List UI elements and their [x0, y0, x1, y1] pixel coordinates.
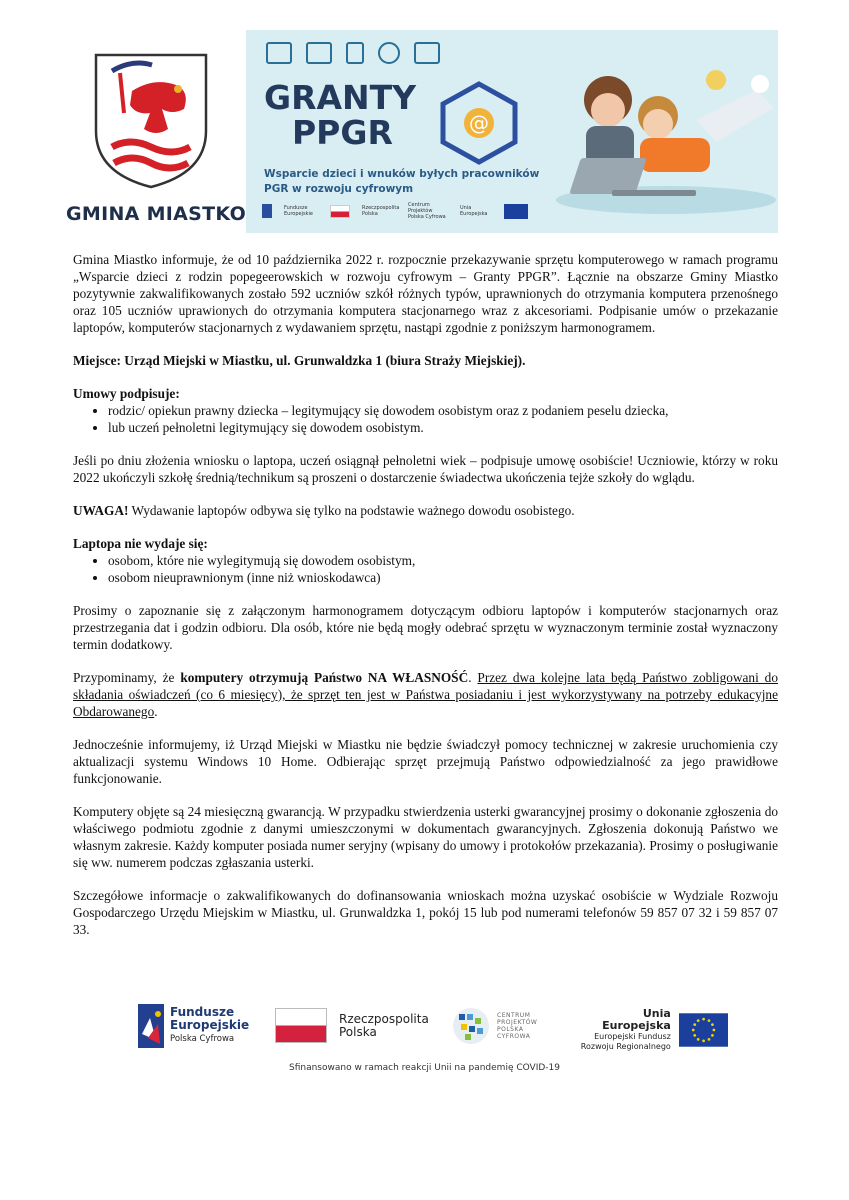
rzeczpospolita-polska-logo — [275, 1008, 429, 1043]
ownership-pre: Przypominamy, że — [73, 670, 181, 685]
banner-icon-row — [266, 42, 440, 64]
unia-europejska-logo — [572, 1008, 728, 1052]
contracts-heading: Umowy podpisuje: — [73, 386, 180, 401]
banner-title-line2: PPGR — [292, 113, 393, 152]
svg-text:@: @ — [469, 111, 489, 135]
ue-sub1: Europejski Fundusz — [594, 1032, 671, 1041]
place-paragraph — [73, 352, 778, 369]
ownership-underlined: Przez dwa kolejne lata będą Państwo zobligowani do składania oświadczeń (co 6 miesięcy), że sprzęt ten jest w Państwa posiadaniu i jest wykorzystywany na potrzeby edukacyjne Obdarowanego — [73, 670, 778, 719]
ownership-dot: . — [468, 670, 478, 685]
warning-paragraph — [73, 502, 778, 519]
banner-logo-strip — [262, 202, 528, 220]
fundusze-mini-logo — [262, 204, 272, 218]
at-sign-icon — [378, 42, 400, 64]
schedule-paragraph: Prosimy o zapoznanie się z załączonym harmonogramem dotyczącym odbioru laptopów i komputerów stacjonarnych oraz przestrzegania dat i godzin odbioru. Dla osób, które nie będą mogły odebrać sprzętu w wyznaczonym terminie został wyznaczony termin dodatkowy. — [73, 603, 778, 652]
ownership-bold: komputery otrzymują Państwo NA WŁASNOŚĆ — [180, 670, 469, 685]
rp-line2: Polska — [339, 1024, 377, 1039]
warning-text: Wydawanie laptopów odbywa się tylko na podstawie ważnego dowodu osobistego. — [128, 503, 575, 518]
footer-logo-strip — [138, 998, 728, 1058]
adult-paragraph: Jeśli po dniu złożenia wniosku o laptopa, uczeń osiągnął pełnoletni wiek – podpisuje umowę osobiście! Uczniowie, którzy w roku 2022 ukończyli szkołę średnią/technikum są proszeni o dostarczenie świadectwa ukończenia tejże szkoły do wglądu. — [73, 453, 778, 485]
list-item: • osobom nieuprawnionym (inne niż wnioskodawca) — [108, 569, 778, 586]
list-item: • osobom, które nie wylegitymują się dowodem osobistym, — [108, 552, 778, 569]
banner-subtitle — [264, 167, 539, 197]
pl-flag-mini-icon — [330, 205, 350, 218]
ownership-end: . — [154, 704, 158, 719]
announcement-body — [73, 251, 778, 954]
info-paragraph: Szczegółowe informacje o zakwalifikowanych do dofinansowania wnioskach można uzyskać osobiście w Wydziale Rozwoju Gospodarczego Urzędu Miejskim w Miastku, ul. Grunwaldzka 1, pokój 15 lub pod numerami telefonów 59 857 07 32 i 59 857 07 33. — [73, 888, 778, 937]
granty-ppgr-banner — [246, 30, 778, 233]
gmina-name: GMINA MIASTKO — [66, 203, 247, 225]
ue-sub2: Rozwoju Regionalnego — [580, 1042, 671, 1051]
eu-flag-icon — [679, 1013, 728, 1047]
tablet-icon — [346, 42, 364, 64]
not-issued-list — [73, 552, 778, 586]
funding-note: Sfinansowano w ramach reakcji Unii na pandemię COVID-19 — [289, 1063, 560, 1073]
centrum-projektow-logo — [451, 1006, 537, 1046]
monitor-icon — [266, 42, 292, 64]
ue-title: Unia Europejska — [602, 1007, 671, 1032]
not-issued-heading: Laptopa nie wydaje się: — [73, 536, 208, 551]
warranty-paragraph: Komputery objęte są 24 miesięczną gwarancją. W przypadku stwierdzenia usterki gwarancyjnej prosimy o dokonanie zgłoszenia do właściwego podmiotu zgodnie z danymi umieszczonymi w dokumentach gwarancyjnych. Zgłoszenia dokonują Państwo we własnym zakresie. Każdy komputer posiada numer seryjny (wpisany do umowy i protokołów przekazania). Prosimy o posługiwanie się ww. numerem podczas zgłaszania usterki. — [73, 804, 778, 870]
unia-europejska-text — [572, 1008, 671, 1052]
fe-line1: Fundusze — [170, 1005, 235, 1020]
centrum-projektow-icon — [451, 1006, 491, 1046]
coat-of-arms-icon — [92, 51, 210, 191]
ownership-paragraph — [73, 669, 778, 720]
banner-logo-cp: Centrum Projektów Polska Cyfrowa — [408, 202, 446, 220]
rzeczpospolita-text — [339, 1013, 429, 1039]
banner-title — [264, 80, 416, 150]
eu-flag-mini-icon — [504, 204, 528, 219]
banner-logo-rp: Rzeczpospolita Polska — [362, 205, 400, 217]
rp-line1: Rzeczpospolita — [339, 1011, 429, 1026]
place-text: Miejsce: Urząd Miejski w Miastku, ul. Grunwaldzka 1 (biura Straży Miejskiej). — [73, 353, 526, 368]
at-hexagon-icon — [436, 80, 522, 166]
cp-line: PROJEKTÓW — [497, 1019, 538, 1026]
banner-logo-fe: Fundusze Europejskie — [284, 205, 313, 217]
banner-logo-ue: Unia Europejska — [460, 205, 488, 217]
contracts-list — [73, 402, 778, 436]
fundusze-europejskie-text — [170, 1006, 249, 1046]
chat-icon — [414, 42, 440, 64]
fe-sub: Polska Cyfrowa — [170, 1034, 235, 1045]
support-paragraph: Jednocześnie informujemy, iż Urząd Miejski w Miastku nie będzie świadczył pomocy technicznej w zakresie uruchomienia czy aktualizacji systemu Windows 10 Home. Odbierając sprzęt przejmują Państwo odpowiedzialność za jego prawidłowe funkcjonowanie. — [73, 737, 778, 786]
pl-flag-icon — [275, 1008, 327, 1043]
centrum-projektow-text — [497, 1012, 537, 1040]
banner-subtitle-line2: PGR w rozwoju cyfrowym — [264, 183, 414, 195]
cp-line: CENTRUM — [497, 1012, 531, 1019]
list-item: • lub uczeń pełnoletni legitymujący się dowodem osobistym. — [108, 419, 778, 436]
gmina-logo — [62, 45, 247, 230]
fundusze-europejskie-icon — [138, 1004, 164, 1048]
cp-line: CYFROWA — [497, 1033, 531, 1040]
fundusze-europejskie-logo — [138, 1004, 249, 1048]
warning-label: UWAGA! — [73, 503, 129, 518]
intro-paragraph: Gmina Miastko informuje, że od 10 października 2022 r. rozpocznie przekazywanie sprzętu komputerowego w ramach programu „Wsparcie dzieci z rodzin popegeerowskich w rozwoju cyfrowym – Granty PPGR”. Łącznie na obszarze Gminy Miastko pozytywnie zakwalifikowanych zostało 592 uczniów szkół różnych typów, uprawnionych do otrzymania komputera przenośnego oraz 105 uczniów uprawionych do otrzymania komputera stacjonarnego wraz z akcesoriami. Podpisanie umów o przekazanie laptopów, komputerów stacjonarnych z wydawaniem sprzętu, nastąpi zgodnie z poniższym harmonogramem. — [73, 252, 778, 335]
laptop-icon — [306, 42, 332, 64]
banner-subtitle-line1: Wsparcie dzieci i wnuków byłych pracowników — [264, 168, 540, 180]
kids-with-laptop-illustration — [546, 50, 778, 220]
banner-title-line1: GRANTY — [264, 78, 417, 117]
fe-line2: Europejskie — [170, 1017, 250, 1032]
list-item: • rodzic/ opiekun prawny dziecka – legitymujący się dowodem osobistym oraz z podaniem peselu dziecka, — [108, 402, 778, 419]
cp-line: POLSKA — [497, 1026, 524, 1033]
